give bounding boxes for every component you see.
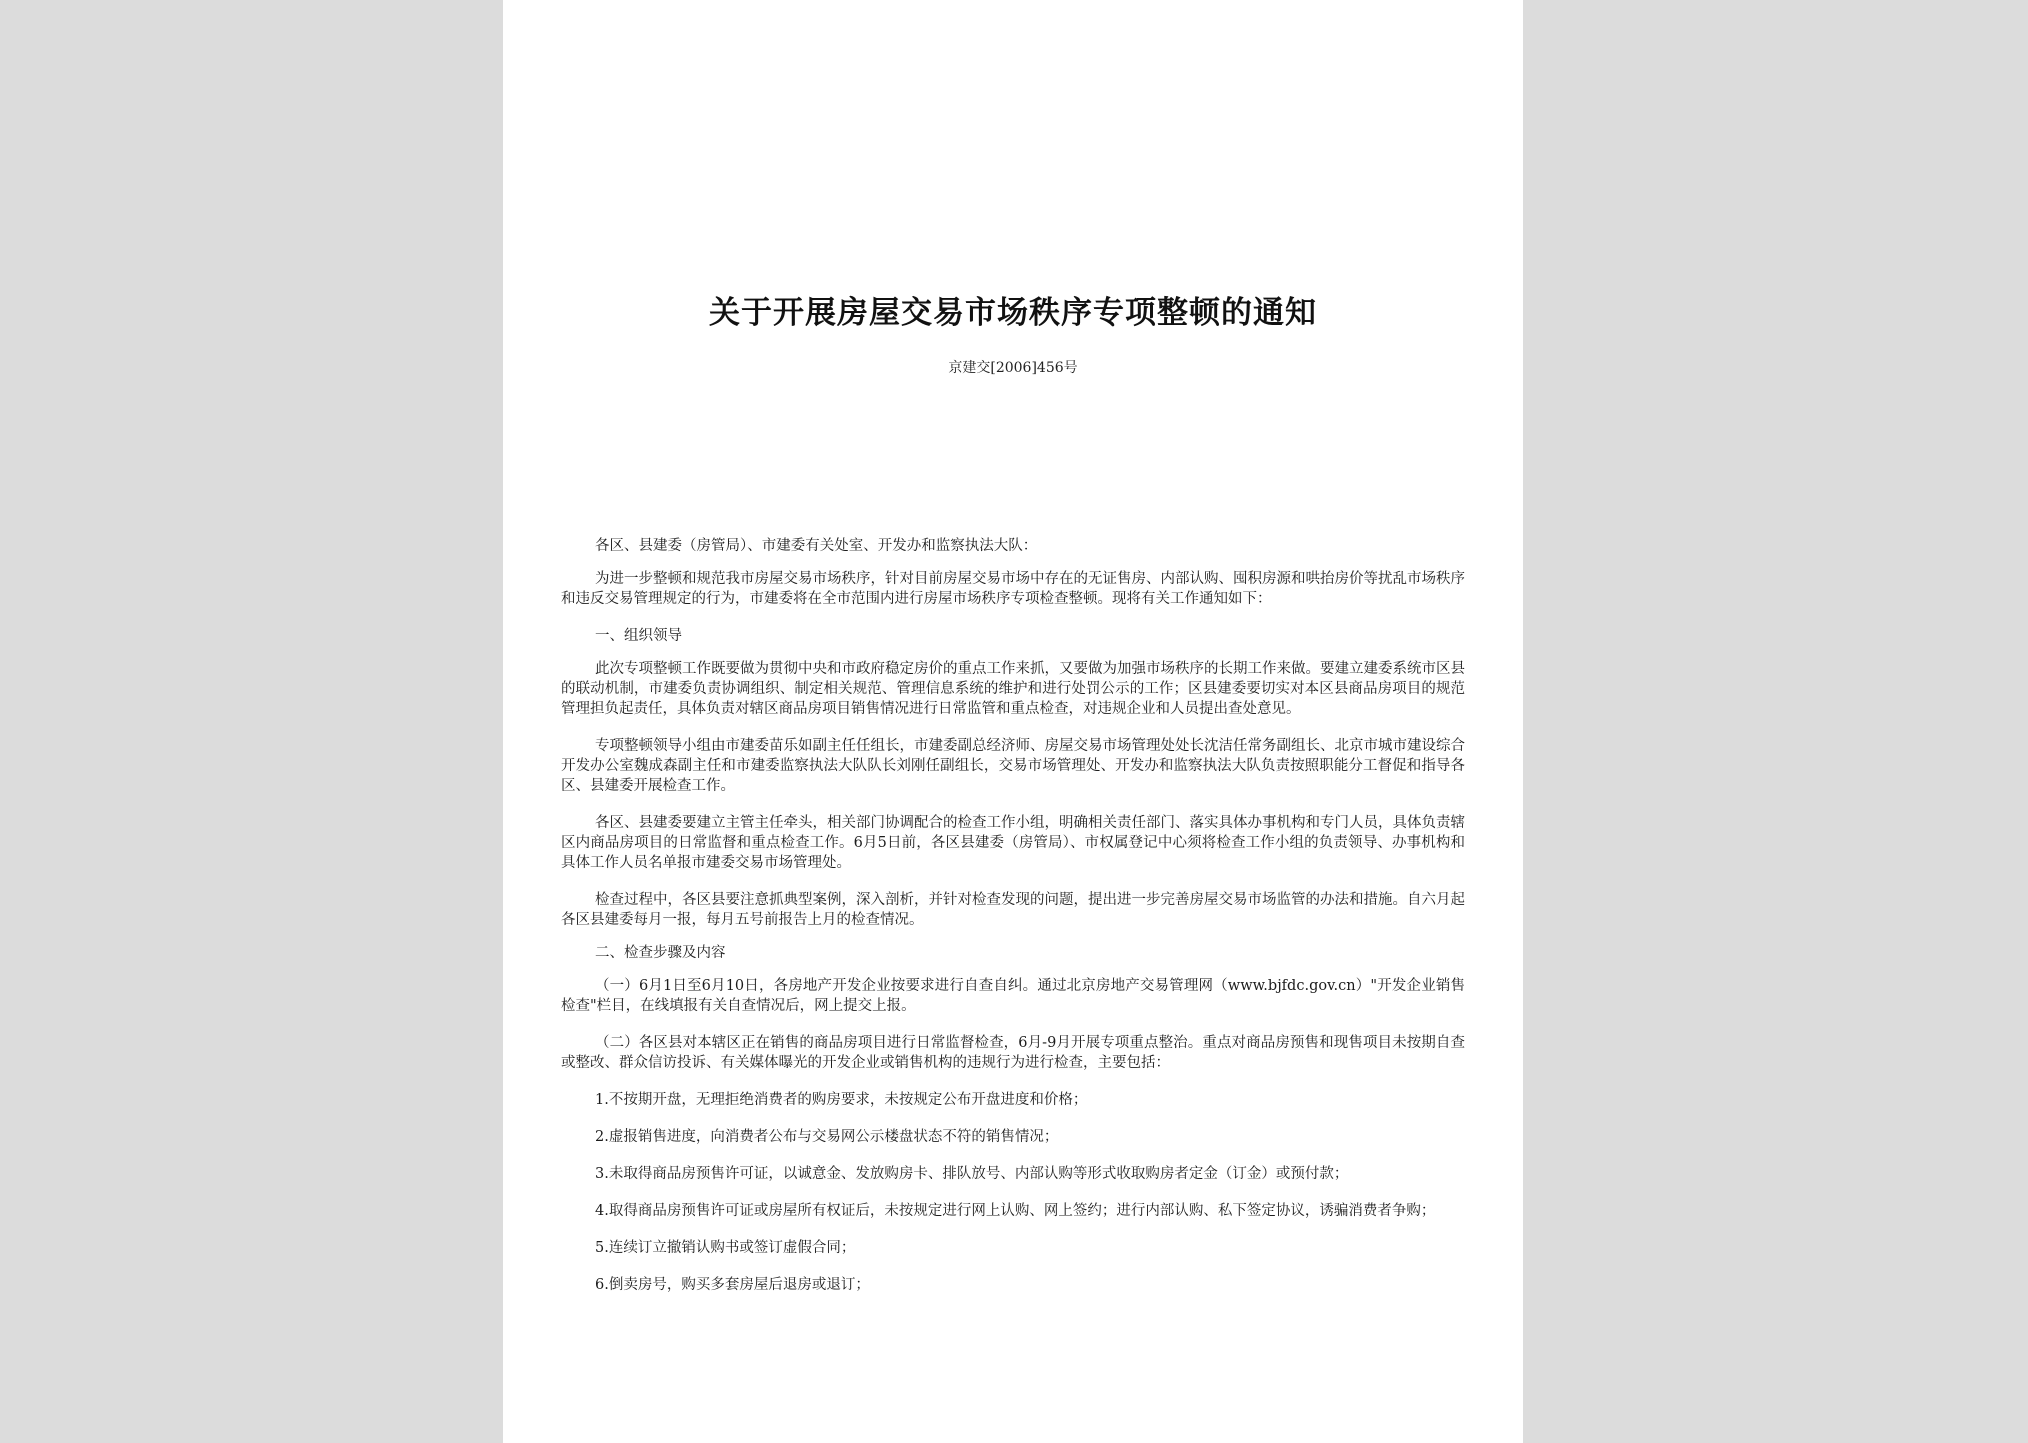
- salutation: 各区、县建委（房管局）、市建委有关处室、开发办和监察执法大队：: [595, 538, 1038, 554]
- list-item: 4.取得商品房预售许可证或房屋所有权证后，未按规定进行网上认购、网上签约；进行内部认购、私下签定协议，诱骗消费者争购；: [595, 1203, 1436, 1219]
- document-page: [503, 0, 1523, 1443]
- list-item: 3.未取得商品房预售许可证，以诚意金、发放购房卡、排队放号、内部认购等形式收取购房者定金（订金）或预付款；: [595, 1166, 1349, 1182]
- paragraph: 检查过程中，各区县要注意抓典型案例，深入剖析，并针对检查发现的问题，提出进一步完善房屋交易市场监管的办法和措施。自六月起各区县建委每月一报，每月五号前报告上月的检查情况。: [561, 892, 1465, 928]
- section-heading-inspection: 二、检查步骤及内容: [595, 945, 726, 961]
- list-item: 2.虚报销售进度，向消费者公布与交易网公示楼盘状态不符的销售情况；: [595, 1129, 1059, 1145]
- document-title: 关于开展房屋交易市场秩序专项整顿的通知: [709, 295, 1317, 331]
- list-item: 5.连续订立撤销认购书或签订虚假合同；: [595, 1240, 856, 1256]
- list-item: 6.倒卖房号，购买多套房屋后退房或退订；: [595, 1277, 870, 1293]
- paragraph: （二）各区县对本辖区正在销售的商品房项目进行日常监督检查，6月-9月开展专项重点整治。重点对商品房预售和现售项目未按期自查或整改、群众信访投诉、有关媒体曝光的开发企业或销售机构的违规行为进行检查，主要包括：: [561, 1035, 1465, 1071]
- section-heading-organization: 一、组织领导: [595, 628, 682, 644]
- paragraph: 此次专项整顿工作既要做为贯彻中央和市政府稳定房价的重点工作来抓，又要做为加强市场秩序的长期工作来做。要建立建委系统市区县的联动机制，市建委负责协调组织、制定相关规范、管理信息系统的维护和进行处罚公示的工作；区县建委要切实对本区县商品房项目的规范管理担负起责任，具体负责对辖区商品房项目销售情况进行日常监管和重点检查，对违规企业和人员提出查处意见。: [561, 661, 1465, 717]
- document-body: [561, 536, 1465, 1312]
- paragraph: （一）6月1日至6月10日，各房地产开发企业按要求进行自查自纠。通过北京房地产交易管理网（www.bjfdc.gov.cn）"开发企业销售检查"栏目，在线填报有关自查情况后，网上提交上报。: [561, 978, 1465, 1014]
- paragraph: 专项整顿领导小组由市建委苗乐如副主任任组长，市建委副总经济师、房屋交易市场管理处处长沈洁任常务副组长、北京市城市建设综合开发办公室魏成森副主任和市建委监察执法大队队长刘刚任副组长，交易市场管理处、开发办和监察执法大队负责按照职能分工督促和指导各区、县建委开展检查工作。: [561, 738, 1465, 794]
- document-number: 京建交[2006]456号: [948, 360, 1078, 376]
- list-item: 1.不按期开盘，无理拒绝消费者的购房要求，未按规定公布开盘进度和价格；: [595, 1092, 1088, 1108]
- paragraph: 各区、县建委要建立主管主任牵头，相关部门协调配合的检查工作小组，明确相关责任部门、落实具体办事机构和专门人员，具体负责辖区内商品房项目的日常监督和重点检查工作。6月5日前，各区县建委（房管局）、市权属登记中心须将检查工作小组的负责领导、办事机构和具体工作人员名单报市建委交易市场管理处。: [561, 815, 1465, 871]
- intro-paragraph: 为进一步整顿和规范我市房屋交易市场秩序，针对目前房屋交易市场中存在的无证售房、内部认购、囤积房源和哄抬房价等扰乱市场秩序和违反交易管理规定的行为，市建委将在全市范围内进行房屋市场秩序专项检查整顿。现将有关工作通知如下：: [561, 571, 1465, 607]
